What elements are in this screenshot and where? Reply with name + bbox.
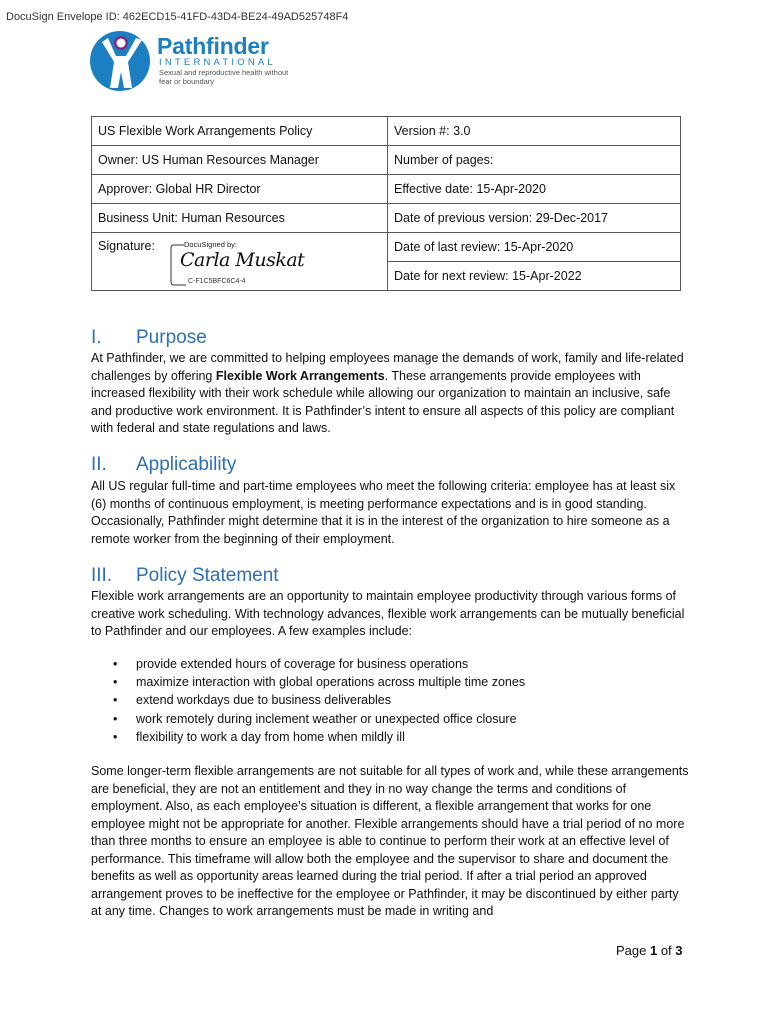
heading-purpose	[91, 327, 207, 349]
list-item	[91, 674, 691, 692]
table-row	[92, 117, 681, 146]
bullet-icon: •	[113, 657, 118, 671]
table-row	[92, 204, 681, 233]
bullet-icon: •	[113, 711, 118, 726]
purpose-paragraph	[91, 350, 691, 438]
signature-id: C-F1C5BFC6C4-4	[188, 278, 246, 285]
approver-cell: Approver: Global HR Director	[92, 175, 388, 204]
policy-body-paragraph: Some longer-term flexible arrangements are not suitable for all types of work and, while these arrangements are beneficial, they are not an entitlement and they in no way change the terms and conditions of employment. Also, as each employee’s situation is different, a flexible arrangement that works for one employee might not be appropriate for another. Flexible arrangements should have a trial period of no more than three months to ensure an employee is able to continue to perform their work at an effective level of performance. This timeframe will allow both the employee and the supervisor to share and document the benefits as well as opportunity areas learned during the trial period. If after a trial period an approved arrangement proves to be ineffective for the employee or Pathfinder, it may be discontinued by either party at any time. Changes to work arrangements must be made in writing and	[91, 764, 689, 918]
signature-cell	[92, 233, 388, 291]
heading-applicability	[91, 454, 236, 476]
effective-date-cell: Effective date: 15-Apr-2020	[388, 175, 681, 204]
section-number: II.	[91, 454, 107, 475]
list-item	[91, 656, 691, 674]
list-item-text: extend workdays due to business deliverables	[136, 693, 392, 708]
docusign-signature	[170, 236, 305, 290]
logo-tagline: Sexual and reproductive health without fear or boundary	[159, 68, 289, 86]
logo-wordmark: Pathfinder	[157, 33, 269, 59]
list-item	[91, 711, 691, 729]
policy-intro-paragraph: Flexible work arrangements are an opportunity to maintain employee productivity through various forms of creative work scheduling. With technology advances, flexible work arrangements can be mutually beneficial to Pathfinder and our employees. A few examples include:	[91, 589, 685, 638]
business-unit-cell: Business Unit: Human Resources	[92, 204, 388, 233]
number-of-pages-cell: Number of pages:	[388, 146, 681, 175]
purpose-text-continued: . These arrangements provide employees with increased flexibility with their work schedule while allowing our organization to maintain an inclusive, safe and productive work environment. It is Pathfinder’s intent to ensure all aspects of this policy are compliant with federal and state regulations and laws.	[91, 368, 675, 435]
docusign-envelope-id: DocuSign Envelope ID: 462ECD15-41FD-43D4-BE24-49AD525748F4	[6, 11, 349, 23]
page-current: 1	[649, 943, 658, 958]
list-item	[91, 729, 691, 747]
list-item-text: provide extended hours of coverage for business operations	[136, 657, 469, 671]
list-item-text: flexibility to work a day from home when mildly ill	[136, 729, 405, 744]
applicability-paragraph: All US regular full-time and part-time employees who meet the following criteria: employee has at least six (6) months of continuous employment, is meeting performance expectations and is in good standing. Occasionally, Pathfinder might determine that it is in the interest of the organization to hire someone as a remote worker from the beginning of their employment.	[91, 479, 676, 546]
previous-version-date-cell: Date of previous version: 29-Dec-2017	[388, 204, 681, 233]
version-cell: Version #: 3.0	[388, 117, 681, 146]
bullet-icon: •	[113, 675, 118, 690]
section-title: Policy Statement	[136, 565, 279, 586]
policy-metadata-table	[91, 116, 681, 291]
purpose-text: At Pathfinder, we are committed to helping employees manage the demands of work, family and life-related challenges by offering	[91, 351, 684, 383]
last-review-cell: Date of last review: 15-Apr-2020	[388, 233, 681, 262]
page-number	[616, 943, 683, 958]
handwritten-signature: Carla Muskat	[180, 249, 305, 271]
heading-policy-statement	[91, 565, 279, 587]
bullet-icon: •	[113, 693, 118, 708]
docusigned-by-label: DocuSigned by:	[184, 240, 237, 249]
bullet-icon: •	[113, 729, 118, 744]
page-total: 3	[675, 943, 683, 958]
section-title: Applicability	[136, 454, 237, 475]
owner-cell: Owner: US Human Resources Manager	[92, 146, 388, 175]
section-number: I.	[91, 327, 102, 348]
page-prefix: Page	[616, 943, 650, 958]
list-item-text: work remotely during inclement weather or unexpected office closure	[136, 711, 517, 726]
policy-title-cell: US Flexible Work Arrangements Policy	[92, 117, 388, 146]
list-item-text: maximize interaction with global operations across multiple time zones	[136, 675, 526, 690]
examples-list	[91, 656, 691, 747]
purpose-bold-term: Flexible Work Arrangements	[215, 368, 385, 383]
section-title: Purpose	[136, 327, 207, 348]
list-item	[91, 692, 691, 710]
next-review-cell: Date for next review: 15-Apr-2022	[388, 262, 681, 291]
table-row	[92, 233, 681, 262]
table-row	[92, 175, 681, 204]
page-of: of	[657, 943, 676, 958]
table-row	[92, 146, 681, 175]
section-number: III.	[91, 565, 113, 586]
logo-international: INTERNATIONAL	[159, 57, 276, 68]
signature-label: Signature:	[98, 239, 155, 253]
